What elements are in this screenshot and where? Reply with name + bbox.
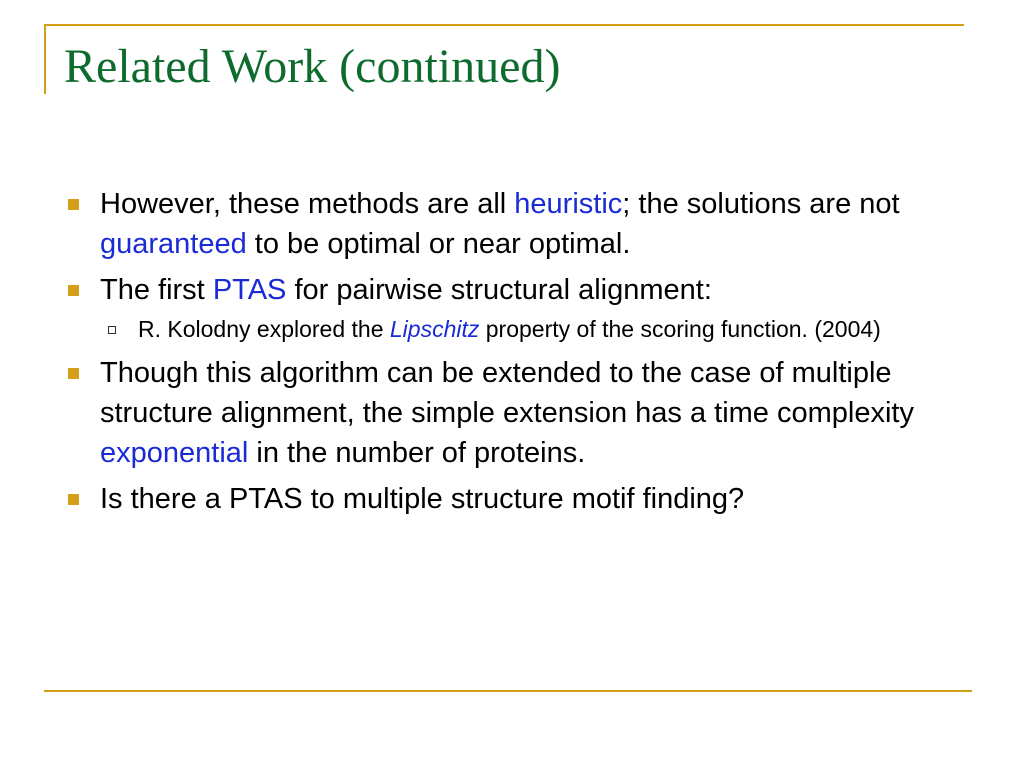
square-bullet-icon <box>68 494 79 505</box>
bottom-rule <box>44 690 972 692</box>
sub-bullet-text: R. Kolodny explored the <box>138 316 390 342</box>
square-bullet-icon <box>68 285 79 296</box>
bullet-ptas <box>64 270 964 310</box>
bullet-text: ; the solutions are not <box>622 188 900 220</box>
bullet-text: Though this algorithm can be extended to the case of multiple structure alignment, the simple extension has a time complexity <box>100 357 914 429</box>
bullet-text: in the number of proteins. <box>248 437 586 469</box>
highlight-lipschitz: Lipschitz <box>389 316 480 342</box>
square-bullet-icon <box>68 199 79 210</box>
square-bullet-icon <box>68 368 79 379</box>
highlight-heuristic: heuristic <box>514 188 623 220</box>
slide-title: Related Work (continued) <box>64 40 561 93</box>
bullet-text: The first <box>100 274 213 306</box>
slide-content <box>64 184 964 525</box>
bullet-text: Is there a PTAS to multiple structure motif finding? <box>100 483 745 515</box>
hollow-square-bullet-icon <box>108 326 116 334</box>
sub-bullet-kolodny <box>100 314 964 345</box>
bullet-extension <box>64 353 964 473</box>
bullet-heuristic <box>64 184 964 264</box>
highlight-guaranteed: guaranteed <box>100 228 247 260</box>
bullet-text: for pairwise structural alignment: <box>286 274 712 306</box>
highlight-exponential: exponential <box>100 437 249 469</box>
left-rule <box>44 24 46 94</box>
highlight-ptas: PTAS <box>212 274 287 306</box>
bullet-question <box>64 479 964 519</box>
bullet-text: However, these methods are all <box>100 188 515 220</box>
bullet-text: to be optimal or near optimal. <box>246 228 631 260</box>
top-rule <box>44 24 964 26</box>
sub-bullet-text: property of the scoring function. (2004) <box>479 316 881 342</box>
